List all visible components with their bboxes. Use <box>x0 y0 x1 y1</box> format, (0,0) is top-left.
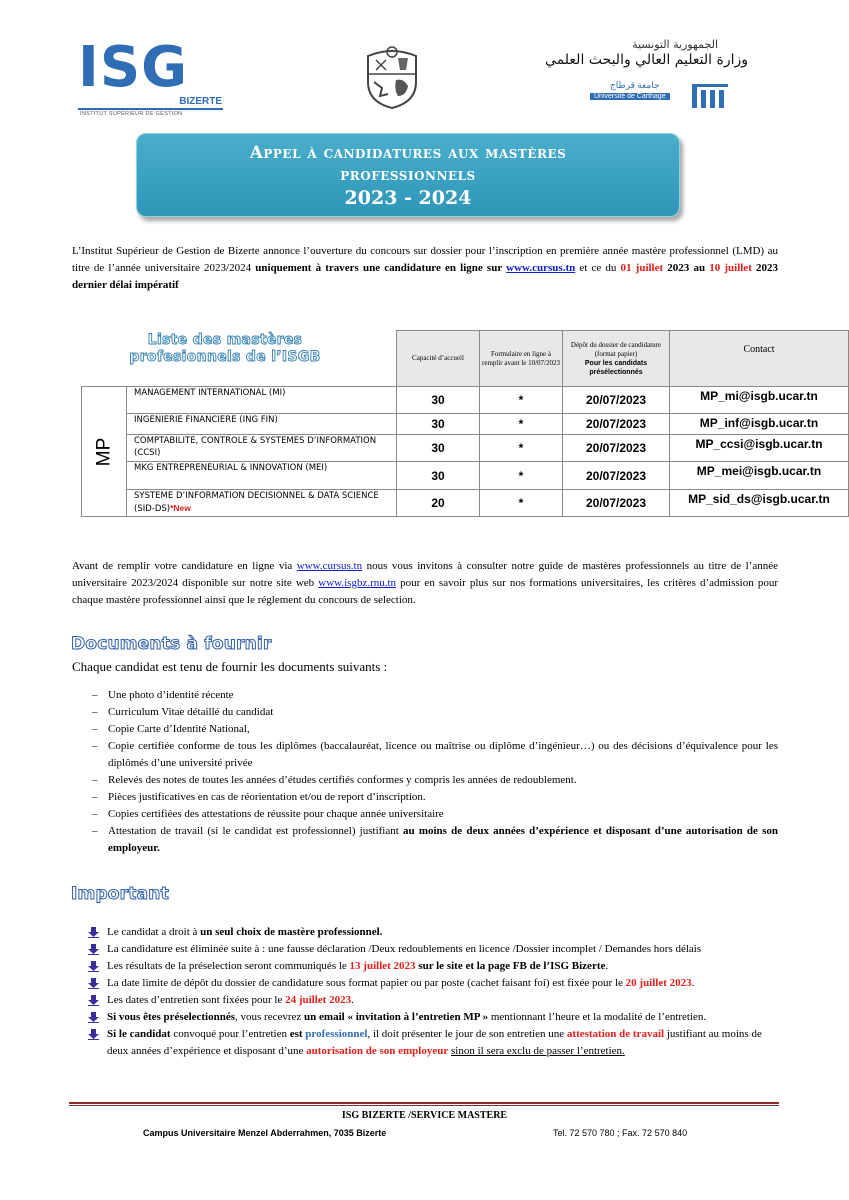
footer-address: Campus Universitaire Menzel Abderrahmen, 7035 Bizerte <box>143 1128 387 1138</box>
list-item-underlined: sinon il sera exclu de passer l’entretien. <box>451 1045 625 1057</box>
list-item-text: La candidature est éliminée suite à : une fausse déclaration /Deux redoublements en licence /Dossier incomplet / Demandes hors délais <box>107 943 702 955</box>
arrow-down-bullet-icon <box>88 927 99 938</box>
intro-text-bold: 2023 au <box>663 262 710 274</box>
title-line-2: professionnels <box>340 165 476 185</box>
list-item <box>88 958 778 975</box>
university-arabic: جامعة قرطاج <box>610 80 660 90</box>
list-item <box>88 941 778 958</box>
tunisia-emblem-icon <box>360 44 424 110</box>
list-item <box>92 823 778 857</box>
capacity-value: 20 <box>397 490 480 517</box>
header-capacity: Capacité d’accueil <box>397 331 480 387</box>
documents-list <box>92 687 778 857</box>
list-item-highlight: professionnel <box>305 1028 368 1040</box>
isg-logo-subtitle: INSTITUT SUPÉRIEUR DE GESTION <box>80 111 183 117</box>
guide-text: Avant de remplir votre candidature en ligne via <box>72 560 297 572</box>
table-row <box>82 387 849 414</box>
form-value: * <box>480 490 563 517</box>
mp-label-text: MP <box>93 437 114 466</box>
table-title: Liste des mastères profesionnels de l’ISGB <box>129 332 321 365</box>
list-item-text: . <box>605 960 609 972</box>
list-item-text: La date limite de dépôt du dossier de candidature sous format papier ou par poste (cachet faisant foi) est fixée pour le <box>107 977 626 989</box>
list-item: – Copie Carte d’Identité National, <box>92 721 778 738</box>
isg-logo-city: BIZERTE <box>179 96 222 107</box>
list-item-text: . <box>691 977 695 989</box>
list-item-bold: au moins de deux années d’expérience et disposant d’une autorisation de son employeur. <box>108 825 778 854</box>
list-item-bold: un seul choix de mastère professionnel. <box>200 926 383 938</box>
list-item <box>88 975 778 992</box>
list-item-text: Les résultats de la préselection seront communiqués le <box>107 960 350 972</box>
footer-phone: Tel. 72 570 780 ; Fax. 72 570 840 <box>553 1128 688 1138</box>
arrow-down-bullet-icon <box>88 944 99 955</box>
capacity-value: 30 <box>397 414 480 435</box>
list-item: – Pièces justificatives en cas de réorientation et/ou de report d’inscription. <box>92 789 778 806</box>
list-item <box>88 924 778 941</box>
master-name: INGENIERIE FINANCIERE (ING FIN) <box>127 414 397 435</box>
list-item-text: Les dates d’entretien sont fixées pour le <box>107 994 286 1006</box>
deposit-date: 20/07/2023 <box>563 435 670 462</box>
arrow-down-bullet-icon <box>88 995 99 1006</box>
deposit-date: 20/07/2023 <box>563 490 670 517</box>
university-columns-icon <box>690 82 730 108</box>
cursus-link[interactable]: www.cursus.tn <box>506 262 576 274</box>
contact-email[interactable]: MP_mi@isgb.ucar.tn <box>670 387 849 414</box>
university-logo <box>586 80 736 110</box>
start-date: 01 juillet <box>620 262 664 274</box>
guide-text: pour en savoir plus sur nos formations universitaires, les critères d’admission pour chaque mastère professionnel ainsi que le réglement du concours de selection. <box>72 577 778 606</box>
important-heading: Important <box>71 884 169 904</box>
results-date: 13 juillet 2023 <box>349 960 416 972</box>
table-row <box>82 414 849 435</box>
form-value: * <box>480 414 563 435</box>
footer-rule <box>69 1105 779 1106</box>
master-name <box>127 490 397 517</box>
deposit-deadline-date: 20 juillet 2023 <box>625 977 692 989</box>
list-item-bold: un email « invitation à l’entretien MP » <box>304 1011 489 1023</box>
intro-text: et ce du <box>575 262 621 274</box>
intro-paragraph <box>72 243 778 294</box>
republic-arabic: الجمهورية التونسية <box>632 38 718 51</box>
header-form: Formulaire en ligne à remplir avant le 10/07/2023 <box>480 331 563 387</box>
form-value: * <box>480 435 563 462</box>
header-contact: Contact <box>670 331 849 387</box>
isg-logo <box>78 35 228 117</box>
table-row <box>82 435 849 462</box>
deposit-date: 20/07/2023 <box>563 414 670 435</box>
table-row <box>82 490 849 517</box>
list-item-text: Le candidat a droit à <box>107 926 201 938</box>
intro-text: L’Institut Supérieur de Gestion de Bizerte annonce l’ouverture du concours sur dossier pour l’inscription en première année mastère professionnel (LMD) au titre de l’année universitaire 2023/2024 <box>72 245 778 274</box>
contact-email[interactable]: MP_ccsi@isgb.ucar.tn <box>670 435 849 462</box>
contact-email[interactable]: MP_mei@isgb.ucar.tn <box>670 462 849 490</box>
capacity-value: 30 <box>397 435 480 462</box>
arrow-down-bullet-icon <box>88 1012 99 1023</box>
list-item-text: mentionnant l’heure et la modalité de l’entretien. <box>488 1011 707 1023</box>
documents-intro: Chaque candidat est tenu de fournir les documents suivants : <box>72 659 388 674</box>
master-name: MKG ENTREPRENEURIAL & INNOVATION (MEI) <box>127 462 397 490</box>
contact-email[interactable]: MP_sid_ds@isgb.ucar.tn <box>670 490 849 517</box>
list-item-highlight: attestation de travail <box>566 1028 665 1040</box>
isg-logo-letters: ISG <box>78 35 189 100</box>
list-item: – Curriculum Vitae détaillé du candidat <box>92 704 778 721</box>
title-year: 2023 - 2024 <box>344 187 472 209</box>
title-line-1: Appel à candidatures aux mastères <box>249 143 567 163</box>
arrow-down-bullet-icon <box>88 961 99 972</box>
list-item <box>88 1026 778 1060</box>
list-item-text: justifiant au moins de deux années d’expérience et disposant d’une <box>107 1028 762 1057</box>
end-date: 10 juillet <box>709 262 752 274</box>
list-item-bold: Si le candidat <box>107 1028 171 1040</box>
important-list <box>88 924 778 1060</box>
title-banner <box>136 133 680 217</box>
capacity-value: 30 <box>397 462 480 490</box>
guide-paragraph <box>72 558 778 609</box>
list-item: – Relevés des notes de toutes les années d’études certifiés conformes y compris les années de redoublement. <box>92 772 778 789</box>
intro-text-bold: 2023 dernier délai impératif <box>72 262 779 291</box>
master-name: MANAGEMENT INTERNATIONAL (MI) <box>127 387 397 414</box>
documents-heading: Documents à fournir <box>71 634 272 654</box>
intro-text-bold: uniquement à travers une candidature en ligne sur <box>255 262 507 274</box>
mp-side-label <box>82 387 127 517</box>
list-item <box>88 1009 778 1026</box>
list-item: – Copies certifiées des attestations de réussite pour chaque année universitaire <box>92 806 778 823</box>
contact-email[interactable]: MP_inf@isgb.ucar.tn <box>670 414 849 435</box>
ministry-arabic: وزارة التعليم العالي والبحث العلمي <box>545 52 748 68</box>
list-item-text: , il doit présenter le jour de son entretien une <box>367 1028 567 1040</box>
list-item-bold: Si vous êtes préselectionnés <box>107 1011 236 1023</box>
university-name: Université de Carthage <box>590 93 670 100</box>
header-deposit-text: Dépôt du dossier de candidature (format papier) <box>570 340 662 358</box>
footer-title: ISG BIZERTE /SERVICE MASTERE <box>341 1110 508 1121</box>
interview-date: 24 juillet 2023 <box>285 994 352 1006</box>
arrow-down-bullet-icon <box>88 978 99 989</box>
master-name: COMPTABILITE, CONTROLE & SYSTEMES D’INFORMATION (CCSI) <box>127 435 397 462</box>
list-item: – Copie certifiée conforme de tous les diplômes (baccalauréat, licence ou maîtrise ou diplôme d’ingénieur…) ou des décisions d’équivalence pour les diplômés d’une université privée <box>92 738 778 772</box>
isgbz-site-link[interactable]: www.isgbz.rnu.tn <box>318 577 397 589</box>
cursus-link[interactable]: www.cursus.tn <box>296 560 363 572</box>
footer-rule <box>69 1102 779 1104</box>
list-item-text: , vous recevrez <box>235 1011 305 1023</box>
list-item <box>88 992 778 1009</box>
header-deposit <box>563 331 670 387</box>
arrow-down-bullet-icon <box>88 1029 99 1040</box>
form-value: * <box>480 462 563 490</box>
deposit-date: 20/07/2023 <box>563 387 670 414</box>
list-item-text: Attestation de travail (si le candidat est professionnel) justifiant <box>108 825 403 837</box>
header-deposit-bold: Pour les candidats présélectionnés <box>584 359 648 376</box>
list-item-highlight: autorisation de son employeur <box>306 1045 449 1057</box>
table-row <box>82 462 849 490</box>
isg-logo-divider <box>78 108 223 110</box>
master-name-text: SYSTEME D’INFORMATION DECISIONNEL & DATA SCIENCE (SID-DS) <box>134 491 379 514</box>
list-item-bold: est <box>289 1028 303 1040</box>
deposit-date: 20/07/2023 <box>563 462 670 490</box>
capacity-value: 30 <box>397 387 480 414</box>
list-item-bold: sur le site et la page FB de l’ISG Bizerte <box>415 960 606 972</box>
guide-text: nous vous invitons à consulter notre guide de mastères professionnels au titre de l’année universitaire 2023/2024 disponible sur notre site web <box>72 560 779 589</box>
list-item-text: . <box>351 994 354 1006</box>
new-badge: *New <box>170 503 191 513</box>
list-item: – Une photo d’identité récente <box>92 687 778 704</box>
list-item-text: convoqué pour l’entretien <box>170 1028 290 1040</box>
ministry-logo <box>545 38 748 118</box>
form-value: * <box>480 387 563 414</box>
